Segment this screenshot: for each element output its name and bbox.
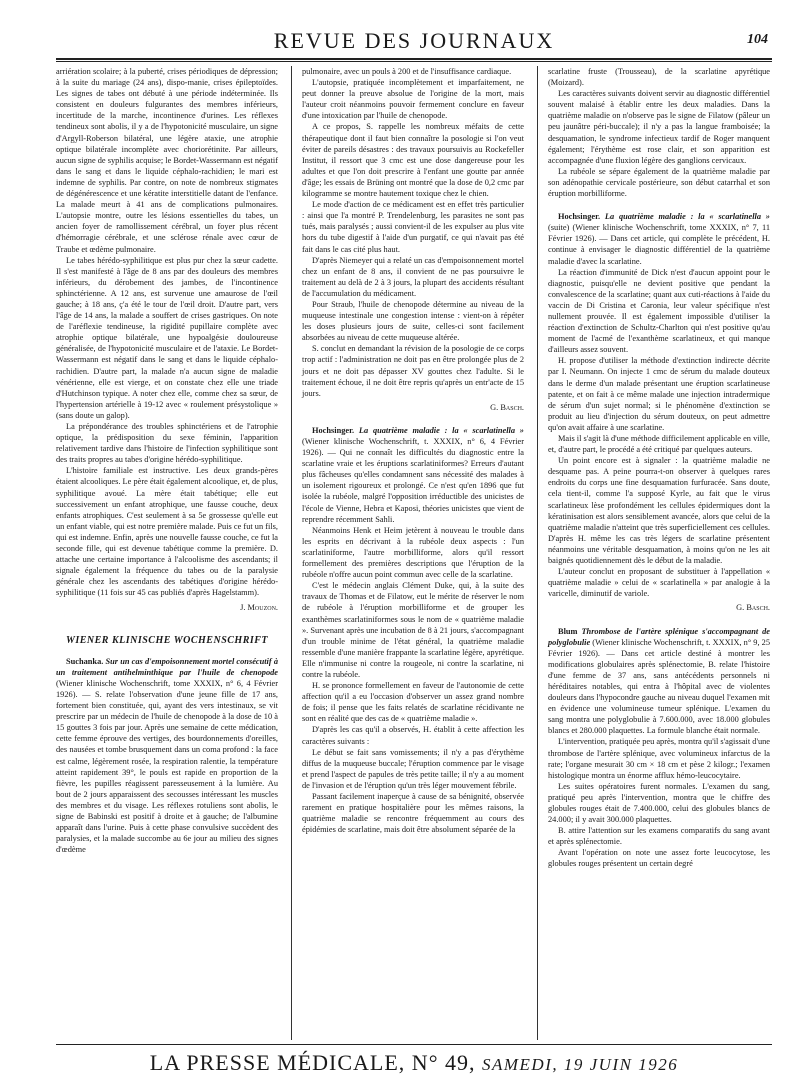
paragraph: Le mode d'action de ce médicament est en effet très particulier : ainsi que l'a montré P. Trendelenburg, les parasites ne sont pas tués, mais paralysés ; aussi convient-il de les expulser au plus vite hors du tube digestif à l'aide d'un purgatif, ce qui n'avait pas été fait dans le cas cité plus haut. <box>302 200 524 254</box>
paragraph: Mais il s'agit là d'une méthode difficilement applicable en ville, et, d'autre part, le procédé a été critiqué par quelques auteurs. <box>548 434 770 455</box>
spacer <box>302 413 524 425</box>
paragraph: D'après les cas qu'il a observés, H. établit à cette affection les caractères suivants : <box>302 725 524 746</box>
column-divider <box>537 66 538 1040</box>
header-rule-thin <box>56 61 772 62</box>
article-reference: (suite) (Wiener klinische Wochenschrift, tome XXXIX, n° 7, 11 Février 1926). — Dans cet article, qui complète le précédent, H. continue à envisager le diagnostic différentiel de la quatrième maladie d'avec la scarlatine. <box>548 223 770 266</box>
spacer <box>548 199 770 211</box>
running-title: REVUE DES JOURNAUX <box>273 28 555 53</box>
article-title: La quatrième maladie : la « scarlatinella » <box>358 425 524 435</box>
paragraph: La rubéole se sépare également de la quatrième maladie par son adénopathie cervicale postérieure, son début catarrhal et son éruption morbilliforme. <box>548 166 770 199</box>
paragraph: La réaction d'immunité de Dick n'est d'aucun appoint pour le diagnostic, puisqu'elle ne devient positive que pendant la convalescence de la scarlatine; quant aux cuti-réactions à l'aide du vaccin de Di Cristina et Caronia, leur valeur spécifique n'est nullement prouvée. Il est également impossible d'utiliser la réaction d'extinction de Schultz-Charlton qui n'est positive qu'au moment de l'acmé de l'exanthème scarlatineux, et qui manque d'ailleurs assez souvent. <box>548 267 770 355</box>
article-author: Blum <box>558 626 578 636</box>
author-signature: G. Basch. <box>736 603 770 613</box>
page-number: 104 <box>747 32 768 47</box>
paragraph: Le tabes hérédo-syphilitique est plus pur chez la sœur cadette. Il s'est manifesté à l'âge de 8 ans par des douleurs des membres inférieurs, du dérobement des jambes, de l'incontinence sphinctérienne. A 12 ans, est survenue une amaurose de l'œil gauche; à 18 ans, ç'a été le tour de l'œil droit. D'autre part, vers l'âge de 14 ans, la malade a souffert de crises gastriques. On note de l'aréflexie tendineuse, la rigidité pupillaire complète avec atrophie optique bilatérale, une hypoalgésie douloureuse généralisée, de l'hypotonicité musculaire et de l'ataxie. Le Bordet-Wassermann est négatif dans le sang et dans le liquide céphalo-rachidien. D'autre part, la malade n'a aucun signe de maladie vénérienne, elle est vierge, et on constate chez elle une triade d'Hutchinson typique. A noter chez elle, comme chez sa sœur, de l'hypertension artérielle à 19-12 avec « roulement présystolique » (sans doute un galop). <box>56 255 278 420</box>
article-paragraph <box>548 626 770 737</box>
paragraph: L'intervention, pratiquée peu après, montra qu'il s'agissait d'une thrombose de l'artère splénique, avec volumineux infarctus de la rate; l'organe mesurait 30 cm × 18 cm et pèse 2 kilogr.; l'examen histologique montra un énorme afflux hémo-leucocytaire. <box>548 737 770 780</box>
journal-name: LA PRESSE MÉDICALE, N° 49, <box>149 1050 476 1075</box>
paragraph: L'histoire familiale est instructive. Les deux grands-pères étaient alcooliques. Le père était également alcoolique, et, de plus, syphilitique avoué. La mère était tabétique; elle eut successivement un enfant atrophique, une fausse couche, deux enfants atrophiques. C'est seulement à sa 5e grossesse qu'elle eut un enfant viable, qui est notre première malade. Puis ce fut un fils, qui est indemne. Enfin, après une nouvelle fausse couche, ce fut la seconde fille, qui est devenue tabétique comme la première. D. attache une certaine importance à l'alcoolisme des ascendants; il signale également la fréquence du tabes ou de la paralysie générale chez les ascendants des tabétiques d'origine hérédo-syphilitique (11 fois sur 45 cas publiés d'après Hagelstamm). <box>56 466 278 598</box>
page-header <box>56 28 772 54</box>
paragraph: Passant facilement inaperçue à cause de sa bénignité, observée rarement en pratique hospitalière pour les mêmes raisons, la quatrième maladie se rencontre fréquemment au cours des épidémies de scarlatine, mais doit être absolument séparée de la <box>302 792 524 835</box>
paragraph: Avant l'opération on note une assez forte leucocytose, les globules rouges présentent un certain degré <box>548 848 770 869</box>
paragraph: D'après Niemeyer qui a relaté un cas d'empoisonnement mortel chez un enfant de 8 ans, il convient de ne pas poursuivre le traitement au delà de 2 à 3 jours, la plupart des accidents résultant de l'accumulation du médicament. <box>302 255 524 298</box>
article-title: Thrombose de l'artère splénique s'accompagnant de polyglobulie <box>548 626 770 647</box>
article-author: Hochsinger. <box>558 212 601 222</box>
paragraph: L'auteur conclut en proposant de substituer à l'appellation « quatrième maladie » celui de « scarlatinella » par analogie à la varicelle, diminutif de variole. <box>548 567 770 599</box>
paragraph: A ce propos, S. rappelle les nombreux méfaits de cette thérapeutique dont il faut bien connaître la posologie si l'on veut éviter de pareils désastres : des travaux poursuivis au Rockefeller Institut, il ressort que 3 cmc est une dose dangereuse pour les adultes et que l'on doit prescrire à l'enfant une goutte par année d'âge; les essais de Brüning ont montré que la dose de 0,2 cmc par kilogramme se montre hautement toxique chez le chien. <box>302 122 524 199</box>
paragraph: H. se prononce formellement en faveur de l'autonomie de cette affection qu'il a eu l'occasion d'observer un assez grand nombre de fois; il pense que les faits relatés de scarlatine récidivante ne sont en réalité que des cas de « quatrième maladie ». <box>302 681 524 724</box>
article-author: Suchanka. <box>66 656 104 666</box>
author-signature: G. Basch. <box>490 402 524 412</box>
article-reference: (Wiener klinische Wochenschrift, t. XXXIX, n° 6, 4 Février 1926). — Qui ne connaît les difficultés du diagnostic entre la scarlatine vraie et les éruptions scarlatiniformes? Erreurs d'autant plus fâcheuses qu'elles condamnent sans nécessité des malades à un isolement rigoureux et prolongé. Ce n'est qu'en 1896 que fut isolée la rubéole, malgré l'opposition irréductible des unicistes de l'école de Vienne, Hebra et Kaposi, théories unicistes que vient de reprendre récemment Sahli. <box>302 437 524 524</box>
footer-rule <box>56 1044 772 1045</box>
column-divider <box>291 66 292 1040</box>
column-1 <box>56 66 278 855</box>
spacer <box>548 614 770 626</box>
paragraph: pulmonaire, avec un pouls à 200 et de l'insuffisance cardiaque. <box>302 67 512 76</box>
paragraph: Pour Straub, l'huile de chenopode détermine au niveau de la muqueuse intestinale une congestion intense : vient-on à répéter les doses plusieurs jours de suite, celles-ci sont facilement absorbées au niveau de cette muqueuse altérée. <box>302 299 524 343</box>
column-3 <box>548 66 770 870</box>
paragraph: Néanmoins Henk et Heim jetèrent à nouveau le trouble dans les esprits en décrivant à la rubéole deux aspects : l'un scarlatiniforme, l'autre morbilliforme, alors qu'il ressort formellement des premières descriptions que l'éruption de la rubéole n'offre aucun point commun avec celle de la scarlatine. <box>302 525 524 580</box>
article-paragraph <box>56 656 278 856</box>
header-rule <box>56 58 772 60</box>
author-signature: J. Mouzon. <box>240 602 278 612</box>
paragraph: La prépondérance des troubles sphinctériens et de l'atrophie optique, la prédisposition du sexe féminin, l'apparition relativement tardive dans l'histoire de l'infection syphilitique sont des traits propres au tabes d'origine hérédo-syphilitique. <box>56 422 278 465</box>
paragraph: S. conclut en demandant la révision de la posologie de ce corps trop actif : l'administration ne doit pas en être prolongée plus de 2 jours et ne doit pas dépasser XV gouttes chez l'adulte. Si le traitement échoue, il ne doit être repris qu'après un entr'acte de 15 jours. <box>302 344 524 398</box>
paragraph: Les caractères suivants doivent servir au diagnostic différentiel souvent malaisé à établir entre les deux maladies. Dans la quatrième maladie on n'observe pas le signe de Filatow (pâleur un peu jaunâtre péri-buccale); il n'y a pas la langue framboisée; la desquamation, le syndrome infectieux tardif de Roger manquent également; l'érythème est rose clair, et son apparition est accompagnée d'une fluxion légère des ganglions cervicaux. <box>548 89 770 165</box>
section-heading: WIENER KLINISCHE WOCHENSCHRIFT <box>65 634 269 646</box>
article-reference: (Wiener klinische Wochenschrift, tome XXXIX, n° 6, 4 Février 1926). — S. relate l'observation d'une jeune fille de 17 ans, fortement bien constituée, qui, ayant des vers intestinaux, se vit prescrire par un médecin de l'huile de chenopode à la dose de 10 à 15 gouttes 3 fois par jour. Après une semaine de cette médication, cette femme éprouve des vertiges, des bourdonnements d'oreilles, des nausées et tombe brusquement dans un coma profond : la face est calme, légèrement rosée, la respiration ralentie, la température atteint rapidement 39°, le pouls est rapide en proportion de la fièvre, les pupilles réagissent paresseusement à la lumière. Au bout de 2 jours apparaissent des secousses intéressant les muscles des membres et du visage. Les réflexes rotuliens sont abolis, le signe de Babinski est positif à droite et à gauche; de l'albumine apparaît dans l'urine. Puis à cette phase convulsive succèdent des paralysies, et la malade succombe au 6e jour au milieu des signes d'œdème <box>56 678 278 855</box>
article-paragraph <box>302 425 524 525</box>
issue-date: SAMEDI, 19 JUIN 1926 <box>482 1055 679 1074</box>
paragraph: H. propose d'utiliser la méthode d'extinction indirecte décrite par I. Neumann. On injecte 1 cmc de sérum du malade douteux dans le derme d'un malade présentant une éruption scarlatineuse patente, et on fait à ce même malade une injection intradermique de sérum d'un sujet normal; si le phénomène d'extinction se produit au lieu d'injection du sérum douteux, on peut admettre qu'on avait affaire à une scarlatine. <box>548 356 770 432</box>
paragraph: arriération scolaire; à la puberté, crises périodiques de dépression; à la suite du mariage (24 ans), dispo-manie, crises épileptoïdes. Les signes de tabes ont débuté à une période indéterminée. Ils consistent en douleurs fulgurantes des membres inférieurs, incertitude de la marche, incontinence d'urines. Les réflexes tendineux sont abolis, il y a de l'hypotonicité musculaire, un signe d'Argyll-Roberson bilatéral, une légère ataxie, une atrophie optique bilatérale incomplète avec choriorétinite. Par ailleurs, aucun signe de syphilis acquise; le Bordet-Wassermann est négatif dans le sang et dans le liquide céphalo-rachidien; le mari est indemne de syphilis. Par contre, on note de nombreux stigmates de dégénérescence et une kératite interstitielle datant de l'enfance. La malade meurt à 41 ans de complications pulmonaires. L'autopsie montre, outre les lésions essentielles du tabes, un ancien foyer de ramollissement cérébral, un foyer plus récent d'hémorragie cérébrale, et une sclérose rénale avec cœur de Traube et œdème pulmonaire. <box>56 67 278 254</box>
column-2 <box>302 66 524 835</box>
paragraph: L'autopsie, pratiquée incomplètement et imparfaitement, ne peut donner la preuve absolue de l'origine de la mort, mais l'auteur croit néanmoins pouvoir fermement conclure en faveur d'une intoxication par l'huile de chenopode. <box>302 78 524 121</box>
paragraph: Un point encore est à signaler : la quatrième maladie ne desquame pas. A peine pourra-t-on observer à quelques rares endroits du corps une fine desquamation furfuracée. Sans doute, cela tient-il, comme l'a supposé Kyrle, au fait que le virus scarlatineux lèse profondément les cellules épidermiques dont la kératinisation est alors sensiblement avancée, alors que celui de la quatrième maladie n'atteint que très superficiellement ces cellules. D'après H. même les cas très légers de scarlatine présentent néanmoins une véritable desquamation, à moins qu'on ne les ait baignés quotidiennement dès le début de la maladie. <box>548 456 770 566</box>
article-author: Hochsinger. <box>312 425 355 435</box>
page-footer <box>56 1050 772 1076</box>
article-title: Sur un cas d'empoisonnement mortel consécutif à un traitement antihelminthique par l'huile de chenopode <box>56 656 278 677</box>
article-title: La quatrième maladie : la « scarlatinella » <box>604 212 770 222</box>
paragraph: Le début se fait sans vomissements; il n'y a pas d'érythème diffus de la muqueuse buccale; l'éruption commence par le visage et prend l'aspect de papules de très petite taille; il n'y a au moment de l'invasion et de l'éruption qu'un très léger mouvement fébrile. <box>302 747 524 790</box>
paragraph: B. attire l'attention sur les examens comparatifs du sang avant et après splénectomie. <box>548 826 770 847</box>
article-reference: (Wiener klinische Wochenschrift, t. XXXIX, n° 9, 25 Février 1926). — Dans cet article destiné à montrer les modifications globulaires après splénectomie, B. relate l'histoire d'une femme de 37 ans, sans antécédents personnels ni héréditaires notables, qui entra à l'hôpital avec de violentes douleurs dans l'hypocondre gauche au niveau duquel l'examen mit en évidence une volumineuse tumeur splénique. L'examen du sang montra une polyglobulie à 7.600.000, avec 18.000 globules blancs et 280.000 plaquettes. La formule blanche était normale. <box>548 637 770 736</box>
paragraph: C'est le médecin anglais Clément Duke, qui, à la suite des travaux de Thomas et de Filatow, eut le mérite de réserver le nom de rubéole à l'éruption morbilliforme et de grouper les exanthèmes scarlatiniformes sous le nom de « quatrième maladie ». Survenant après une incubation de 8 à 21 jours, s'accompagnant d'un trouble minime de l'état général, la quatrième maladie ressemble d'une manière frappante la scarlatine légère, apyrétique. Elle n'immunise ni contre la rougeole, ni contre la scarlatine, ni contre la rubéole. <box>302 581 524 679</box>
paragraph: scarlatine fruste (Trousseau), de la scarlatine apyrétique (Moizard). <box>548 67 770 88</box>
paragraph: Les suites opératoires furent normales. L'examen du sang, pratiqué peu après l'intervention, montra que le chiffre des globules rouges était de 7.400.000, celui des globules blancs de 24.000; il y avait 300.000 plaquettes. <box>548 781 770 825</box>
article-paragraph <box>548 211 770 266</box>
